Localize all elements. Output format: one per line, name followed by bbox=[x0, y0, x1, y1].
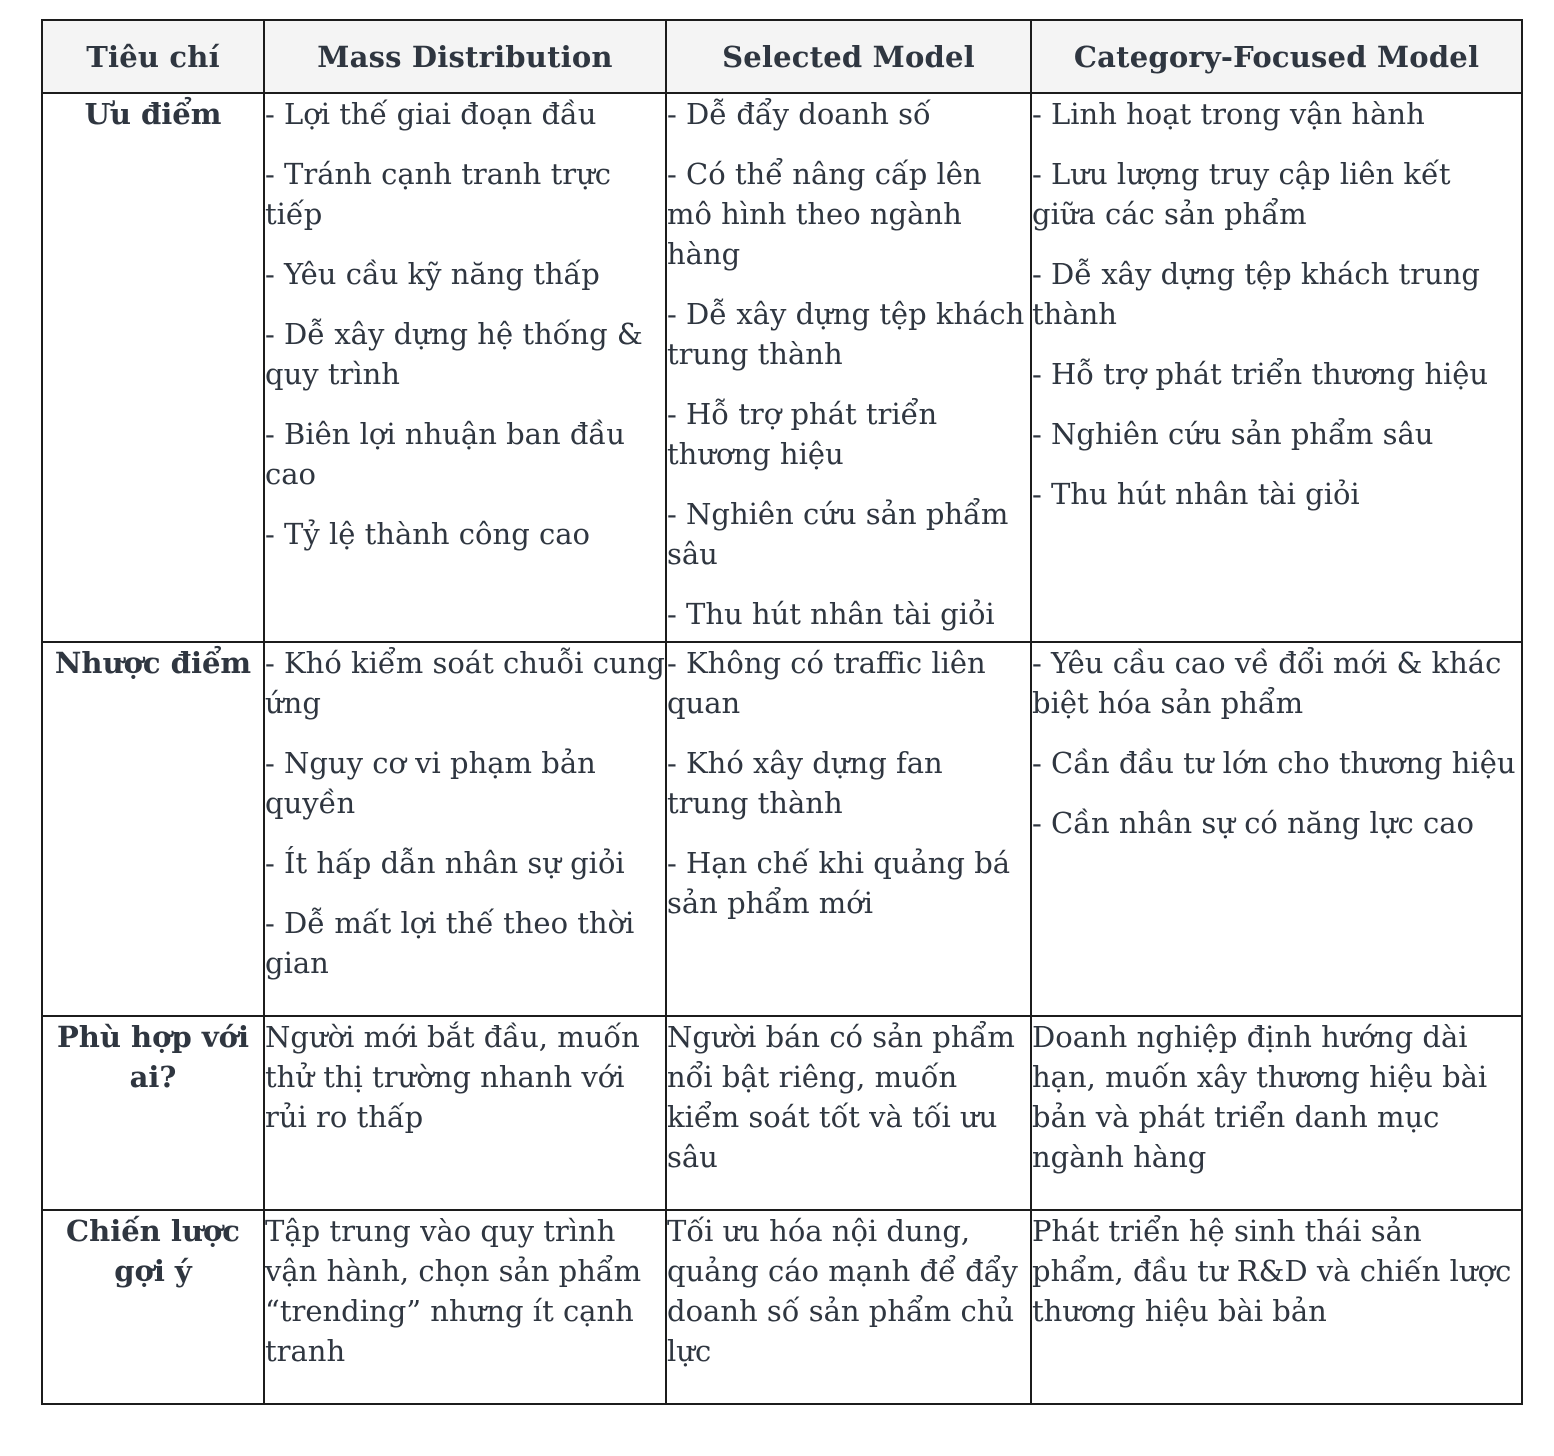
list-item: - Thu hút nhân tài giỏi bbox=[667, 597, 995, 631]
row-label-suitable-for: Phù hợp với ai? bbox=[42, 1016, 264, 1210]
list-item: - Dễ xây dựng hệ thống & quy trình bbox=[265, 317, 643, 391]
comparison-table bbox=[41, 19, 1523, 1405]
cell-text: Tối ưu hóa nội dung, quảng cáo mạnh để đẩy doanh số sản phẩm chủ lực bbox=[667, 1214, 1018, 1368]
list-item: - Dễ xây dựng tệp khách trung thành bbox=[667, 297, 1025, 371]
list-item: - Dễ mất lợi thế theo thời gian bbox=[265, 906, 635, 980]
cell-text: Phát triển hệ sinh thái sản phẩm, đầu tư R&D và chiến lược thương hiệu bài bản bbox=[1032, 1214, 1512, 1328]
cell-text: Doanh nghiệp định hướng dài hạn, muốn xây thương hiệu bài bản và phát triển danh mục ngành hàng bbox=[1032, 1020, 1488, 1174]
list-item: - Dễ xây dựng tệp khách trung thành bbox=[1032, 257, 1480, 331]
list-item: - Dễ đẩy doanh số bbox=[667, 97, 931, 131]
row-suggested-strategy bbox=[42, 1210, 1522, 1404]
cell-cons-category-focused-model bbox=[1031, 642, 1522, 1016]
list-item: - Ít hấp dẫn nhân sự giỏi bbox=[265, 846, 625, 880]
list-item: - Lợi thế giai đoạn đầu bbox=[265, 97, 597, 131]
cell-pros-mass-distribution bbox=[264, 93, 666, 642]
list-item: - Nghiên cứu sản phẩm sâu bbox=[667, 497, 1009, 571]
cell-fit-category-focused-model bbox=[1031, 1016, 1522, 1210]
row-cons bbox=[42, 642, 1522, 1016]
header-row bbox=[42, 20, 1522, 93]
list-item: - Cần nhân sự có năng lực cao bbox=[1032, 806, 1474, 840]
list-item: - Lưu lượng truy cập liên kết giữa các sản phẩm bbox=[1032, 157, 1451, 231]
row-pros bbox=[42, 93, 1522, 642]
cell-cons-selected-model bbox=[666, 642, 1031, 1016]
cell-fit-mass-distribution bbox=[264, 1016, 666, 1210]
row-label-pros: Ưu điểm bbox=[42, 93, 264, 642]
cell-text: Người bán có sản phẩm nổi bật riêng, muốn kiểm soát tốt và tối ưu sâu bbox=[667, 1020, 1015, 1174]
list-item: - Khó kiểm soát chuỗi cung ứng bbox=[265, 646, 665, 720]
list-item: - Có thể nâng cấp lên mô hình theo ngành hàng bbox=[667, 157, 982, 271]
row-label-suggested-strategy: Chiến lược gợi ý bbox=[42, 1210, 264, 1404]
cell-pros-category-focused-model bbox=[1031, 93, 1522, 642]
list-item: - Cần đầu tư lớn cho thương hiệu bbox=[1032, 746, 1516, 780]
list-item: - Hỗ trợ phát triển thương hiệu bbox=[667, 397, 938, 471]
list-item: - Biên lợi nhuận ban đầu cao bbox=[265, 417, 625, 491]
cell-strategy-category-focused-model bbox=[1031, 1210, 1522, 1404]
row-label-cons: Nhược điểm bbox=[42, 642, 264, 1016]
list-item: - Nghiên cứu sản phẩm sâu bbox=[1032, 417, 1434, 451]
list-item: - Yêu cầu kỹ năng thấp bbox=[265, 257, 600, 291]
list-item: - Yêu cầu cao về đổi mới & khác biệt hóa sản phẩm bbox=[1032, 646, 1502, 720]
header-criteria: Tiêu chí bbox=[42, 20, 264, 93]
cell-text: Tập trung vào quy trình vận hành, chọn sản phẩm “trending” nhưng ít cạnh tranh bbox=[265, 1214, 642, 1368]
cell-cons-mass-distribution bbox=[264, 642, 666, 1016]
list-item: - Khó xây dựng fan trung thành bbox=[667, 746, 943, 820]
cell-fit-selected-model bbox=[666, 1016, 1031, 1210]
header-category-focused-model: Category-Focused Model bbox=[1031, 20, 1522, 93]
cell-text: Người mới bắt đầu, muốn thử thị trường nhanh với rủi ro thấp bbox=[265, 1020, 640, 1134]
row-suitable-for bbox=[42, 1016, 1522, 1210]
cell-strategy-mass-distribution bbox=[264, 1210, 666, 1404]
header-selected-model: Selected Model bbox=[666, 20, 1031, 93]
table-body bbox=[42, 93, 1522, 1404]
table-header bbox=[42, 20, 1522, 93]
list-item: - Thu hút nhân tài giỏi bbox=[1032, 477, 1360, 511]
list-item: - Hỗ trợ phát triển thương hiệu bbox=[1032, 357, 1489, 391]
header-mass-distribution: Mass Distribution bbox=[264, 20, 666, 93]
cell-strategy-selected-model bbox=[666, 1210, 1031, 1404]
list-item: - Nguy cơ vi phạm bản quyền bbox=[265, 746, 596, 820]
list-item: - Tránh cạnh tranh trực tiếp bbox=[265, 157, 612, 231]
list-item: - Tỷ lệ thành công cao bbox=[265, 517, 590, 551]
list-item: - Linh hoạt trong vận hành bbox=[1032, 97, 1425, 131]
list-item: - Không có traffic liên quan bbox=[667, 646, 986, 720]
cell-pros-selected-model bbox=[666, 93, 1031, 642]
list-item: - Hạn chế khi quảng bá sản phẩm mới bbox=[667, 846, 1011, 920]
